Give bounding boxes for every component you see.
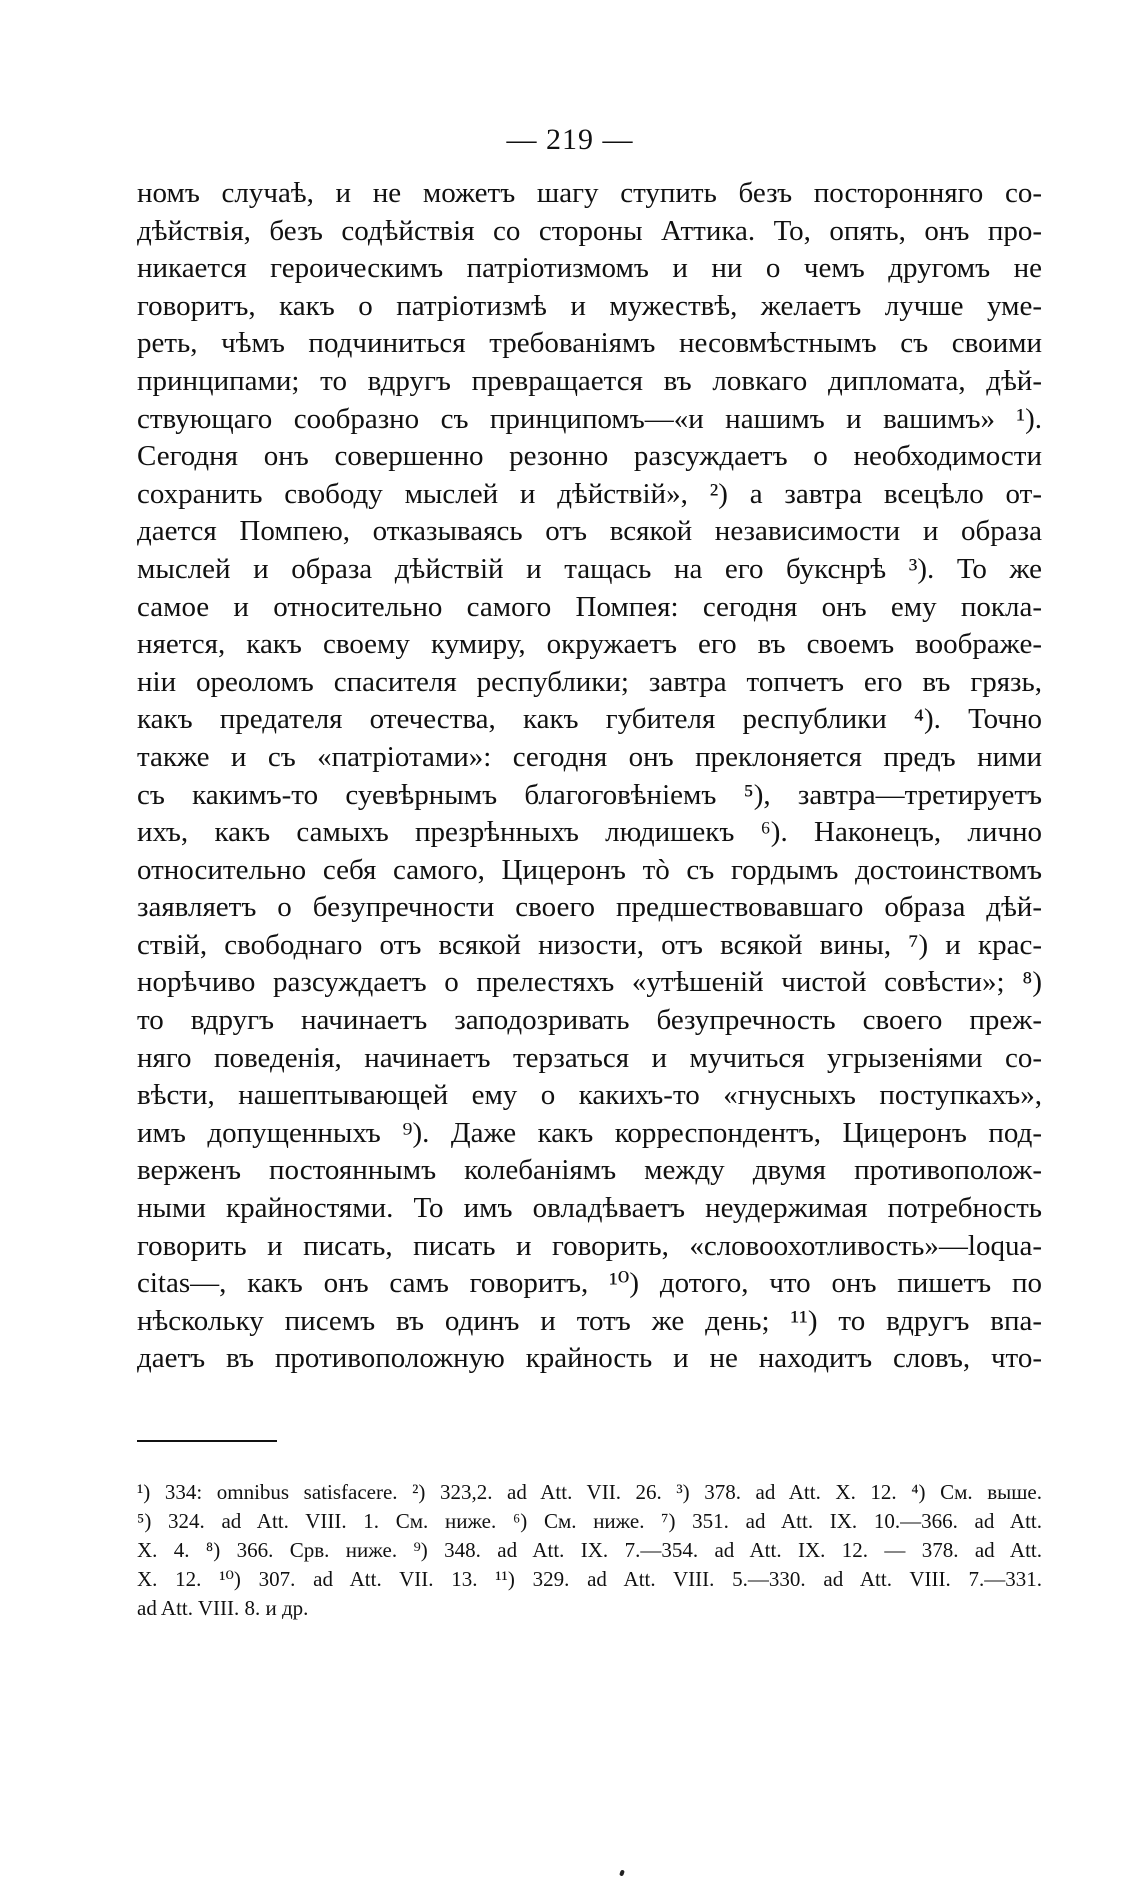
print-speck bbox=[619, 1869, 625, 1876]
text-line: ствующаго сообразно съ принципомъ—«и нашимъ и вашимъ» ¹). bbox=[137, 402, 1042, 435]
text-line: съ какимъ-то суевѣрнымъ благоговѣніемъ ⁵), завтра—третируетъ bbox=[137, 778, 1042, 811]
text-line: имъ допущенныхъ ⁹). Даже какъ корреспондентъ, Цицеронъ под- bbox=[137, 1116, 1042, 1149]
text-line: никается героическимъ патріотизмомъ и ни о чемъ другомъ не bbox=[137, 252, 1042, 285]
body-text bbox=[137, 175, 1042, 1378]
text-line: вѣсти, нашептывающей ему о какихъ-то «гнусныхъ поступкахъ», bbox=[137, 1079, 1042, 1112]
text-line: няется, какъ своему кумиру, окружаетъ его въ своемъ воображе- bbox=[137, 628, 1042, 661]
text-line: какъ предателя отечества, какъ губителя республики ⁴). Точно bbox=[137, 703, 1042, 736]
text-line: ніи ореоломъ спасителя республики; завтра топчетъ его въ грязь, bbox=[137, 665, 1042, 698]
text-line: ными крайностями. То имъ овладѣваетъ неудержимая потребность bbox=[137, 1192, 1042, 1225]
text-line: номъ случаѣ, и не можетъ шагу ступить безъ посторонняго со- bbox=[137, 177, 1042, 209]
footnote-line: ad Att. VIII. 8. и др. bbox=[137, 1596, 309, 1620]
footnote-line: X. 4. ⁸) 366. Срв. ниже. ⁹) 348. ad Att. IX. 7.—354. ad Att. IX. 12. — 378. ad Att. bbox=[137, 1538, 1042, 1562]
text-line: citas—, какъ онъ самъ говоритъ, ¹⁰) дотого, что онъ пишетъ по bbox=[137, 1267, 1042, 1300]
text-line: реть, чѣмъ подчиниться требованіямъ несовмѣстнымъ съ своими bbox=[137, 327, 1042, 360]
text-line: дѣйствія, безъ содѣйствія со стороны Аттика. То, опять, онъ про- bbox=[137, 214, 1042, 247]
footnote-divider bbox=[137, 1440, 277, 1442]
page-number: — 219 — bbox=[506, 123, 634, 156]
text-line: мыслей и образа дѣйствій и тащась на его букснрѣ ³). То же bbox=[137, 552, 1042, 585]
text-line: также и съ «патріотами»: сегодня онъ преклоняется предъ ними bbox=[137, 740, 1042, 773]
text-line: ствій, свободнаго отъ всякой низости, отъ всякой вины, ⁷) и крас- bbox=[137, 928, 1042, 961]
text-line: относительно себя самого, Цицеронъ тò съ гордымъ достоинствомъ bbox=[137, 853, 1042, 886]
text-line: норѣчиво разсуждаетъ о прелестяхъ «утѣшеній чистой совѣсти»; ⁸) bbox=[137, 966, 1042, 999]
text-line: дается Помпею, отказываясь отъ всякой независимости и образа bbox=[137, 515, 1042, 548]
text-line: говоритъ, какъ о патріотизмѣ и мужествѣ, желаетъ лучше уме- bbox=[137, 289, 1042, 322]
text-line: принципами; то вдругъ превращается въ ловкаго дипломата, дѣй- bbox=[137, 364, 1042, 397]
text-line: няго поведенія, начинаетъ терзаться и мучиться угрызеніями со- bbox=[137, 1041, 1042, 1074]
footnote-line: ⁵) 324. ad Att. VIII. 1. См. ниже. ⁶) См. ниже. ⁷) 351. ad Att. IX. 10.—366. ad Att. bbox=[137, 1509, 1042, 1533]
footnotes bbox=[137, 1478, 1042, 1623]
text-line: верженъ постояннымъ колебаніямъ между двумя противополож- bbox=[137, 1154, 1042, 1187]
text-line: Сегодня онъ совершенно резонно разсуждаетъ о необходимости bbox=[137, 440, 1042, 473]
text-line: заявляетъ о безупречности своего предшествовавшаго образа дѣй- bbox=[137, 891, 1042, 924]
text-line: ихъ, какъ самыхъ презрѣнныхъ людишекъ ⁶). Наконецъ, лично bbox=[137, 816, 1042, 849]
text-line: сохранить свободу мыслей и дѣйствій», ²) а завтра всецѣло от- bbox=[137, 477, 1042, 510]
footnote-line: ¹) 334: omnibus satisfacere. ²) 323,2. ad Att. VII. 26. ³) 378. ad Att. X. 12. ⁴) См. выше. bbox=[137, 1480, 1042, 1504]
text-line: самое и относительно самого Помпея: сегодня онъ ему покла- bbox=[137, 590, 1042, 623]
text-line: говорить и писать, писать и говорить, «словоохотливость»—loqua- bbox=[137, 1229, 1042, 1262]
text-line: даетъ въ противоположную крайность и не находитъ словъ, что- bbox=[137, 1342, 1042, 1375]
text-line: нѣскольку писемъ въ одинъ и тотъ же день; ¹¹) то вдругъ впа- bbox=[137, 1304, 1042, 1337]
footnote-line: X. 12. ¹⁰) 307. ad Att. VII. 13. ¹¹) 329. ad Att. VIII. 5.—330. ad Att. VIII. 7.—331. bbox=[137, 1567, 1042, 1591]
text-line: то вдругъ начинаетъ заподозривать безупречность своего преж- bbox=[137, 1004, 1042, 1037]
